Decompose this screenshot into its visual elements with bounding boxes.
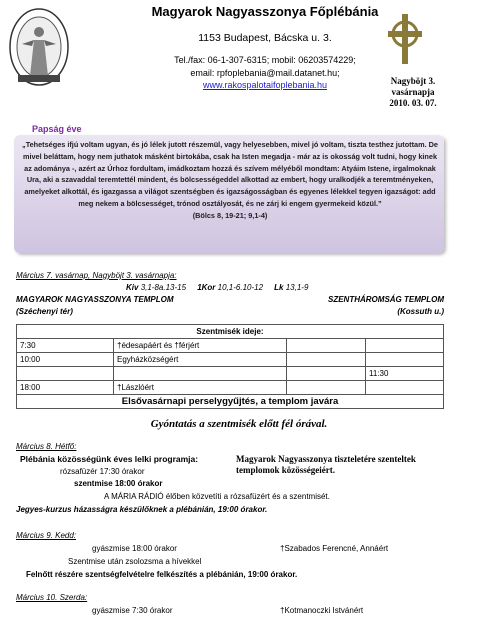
reading-3-ref: 13,1-9 (285, 283, 309, 292)
mass-time (17, 367, 114, 381)
church-right-location: (Kossuth u.) (397, 307, 444, 316)
program-note: Magyarok Nagyasszonya tiszteletére szenteltek templomok közösségeiért. (236, 454, 416, 475)
mass-time-right (366, 381, 444, 395)
table-row (17, 339, 444, 353)
vespers-note: Szentmise után zsolozsma a hívekkel (68, 557, 202, 566)
date-line-1: Nagyböjt 3. (390, 76, 436, 86)
reading-3-book: Lk (274, 283, 284, 292)
mass-intention: †Lászlóért (114, 381, 287, 395)
mass-times-table (16, 324, 444, 409)
website-link[interactable]: www.rakospalotaifoplebania.hu (202, 80, 328, 90)
empty-cell (287, 381, 366, 395)
empty-cell (287, 367, 366, 381)
reading-1-book: Kiv (126, 283, 139, 292)
empty-cell (287, 353, 366, 367)
reading-2-ref: 10,1-6.10-12 (217, 283, 264, 292)
wednesday-mass-time: gyászmise 7:30 órakor (92, 606, 173, 615)
empty-cell (287, 339, 366, 353)
sunday-date: Március 7. vasárnap, Nagyböjt 3. vasárnapja: (16, 271, 177, 280)
mass-time-right: 11:30 (366, 367, 444, 381)
mass-time: 7:30 (17, 339, 114, 353)
mass-time: 10:00 (17, 353, 114, 367)
contact-block (130, 54, 400, 92)
readings (126, 283, 308, 292)
church-left-location: (Széchenyi tér) (16, 307, 73, 316)
monday-date: Március 8. Hétfő: (16, 442, 77, 451)
mass-time-right (366, 339, 444, 353)
church-right-name: SZENTHÁROMSÁG TEMPLOM (328, 295, 444, 304)
date-line-3: 2010. 03. 07. (389, 98, 437, 108)
reading-2-book: 1Kor (197, 283, 216, 292)
tuesday-intention: †Szabados Ferencné, Annáért (280, 544, 389, 553)
mass-table-header: Szentmisék ideje: (17, 325, 444, 339)
phone-line: Tel./fax: 06-1-307-6315; mobil: 06203574229; (174, 55, 356, 65)
tuesday-date: Március 9. Kedd: (16, 531, 77, 540)
date-line-2: vasárnapja (391, 87, 435, 97)
wednesday-intention: †Kotmanoczki Istvánért (280, 606, 364, 615)
year-title: Papság éve (32, 124, 82, 134)
table-row (17, 381, 444, 395)
mass-time: 18:00 (17, 381, 114, 395)
parish-seal-logo (8, 6, 70, 88)
quote-text-block (22, 139, 438, 222)
quote-reference: (Bölcs 8, 19-21; 9,1-4) (192, 210, 268, 220)
quote-text: „Tehetséges ifjú voltam ugyan, és jó lélek jutott részemül, vagy helyesebben, mivel jó voltam, tiszta testhez jutottam. De mivel beláttam, hogy nem juthatok másként birtokába, csak ha Isten megadja - már az is okosság volt tudni, hogy kinek az adománya -, azért az Úrhoz fordultam, imádkoztam hozzá és szívem mélyéből mondtam: Atyáim Istene, irgalmoknak Ura, aki a szavaddal teremtettél mindent, és bölcsességeddel alkottad az embert, hogy uralkodjék a teremtményeken, amelyeket alkottál, és igazgassa a világot szentségben és igazságosságban és egyenes lélekkel tegyen igazságot: add meg nekem a bölcsességet, trónod osztályosát, és ne zárj ki engem gyermekeid közül.” (22, 140, 438, 208)
course-note: Jegyes-kurzus házasságra készülőknek a plébánián, 19:00 órakor. (16, 505, 268, 514)
confession-note: Gyóntatás a szentmisék előtt fél órával. (150, 418, 328, 430)
radio-note: A MÁRIA RÁDIÓ élőben közvetíti a rózsafüzért és a szentmisét. (104, 492, 330, 501)
date-block (378, 76, 448, 109)
collection-note: Elsővasárnapi perselygyűjtés, a templom javára (17, 395, 444, 409)
mass-time-right (366, 353, 444, 367)
table-row (17, 353, 444, 367)
parish-title: Magyarok Nagyasszonya Főplébánia (151, 4, 379, 19)
parish-address: 1153 Budapest, Bácska u. 3. (198, 32, 332, 44)
tuesday-mass-time: gyászmise 18:00 órakor (92, 544, 177, 553)
reading-1-ref: 3,1-8a.13-15 (140, 283, 187, 292)
table-row (17, 367, 444, 381)
mass-intention (114, 367, 287, 381)
mass-intention: Egyházközségért (114, 353, 287, 367)
confirmation-note: Felnőtt részére szentségfelvételre felkészítés a plébánián, 19:00 órakor. (26, 570, 298, 579)
cross-icon (384, 12, 426, 66)
email-line: email: rpfoplebania@mail.datanet.hu; (190, 67, 340, 78)
program-title: Plébánia közösségünk éves lelki programja: (20, 454, 199, 464)
church-left-name: MAGYAROK NAGYASSZONYA TEMPLOM (16, 295, 174, 304)
rosary-time: rózsafüzér 17:30 órakor (60, 467, 145, 476)
mass-intention: †édesapáért és †férjért (114, 339, 287, 353)
wednesday-date: Március 10. Szerda: (16, 593, 88, 602)
monday-mass-time: szentmise 18:00 órakor (74, 479, 163, 488)
